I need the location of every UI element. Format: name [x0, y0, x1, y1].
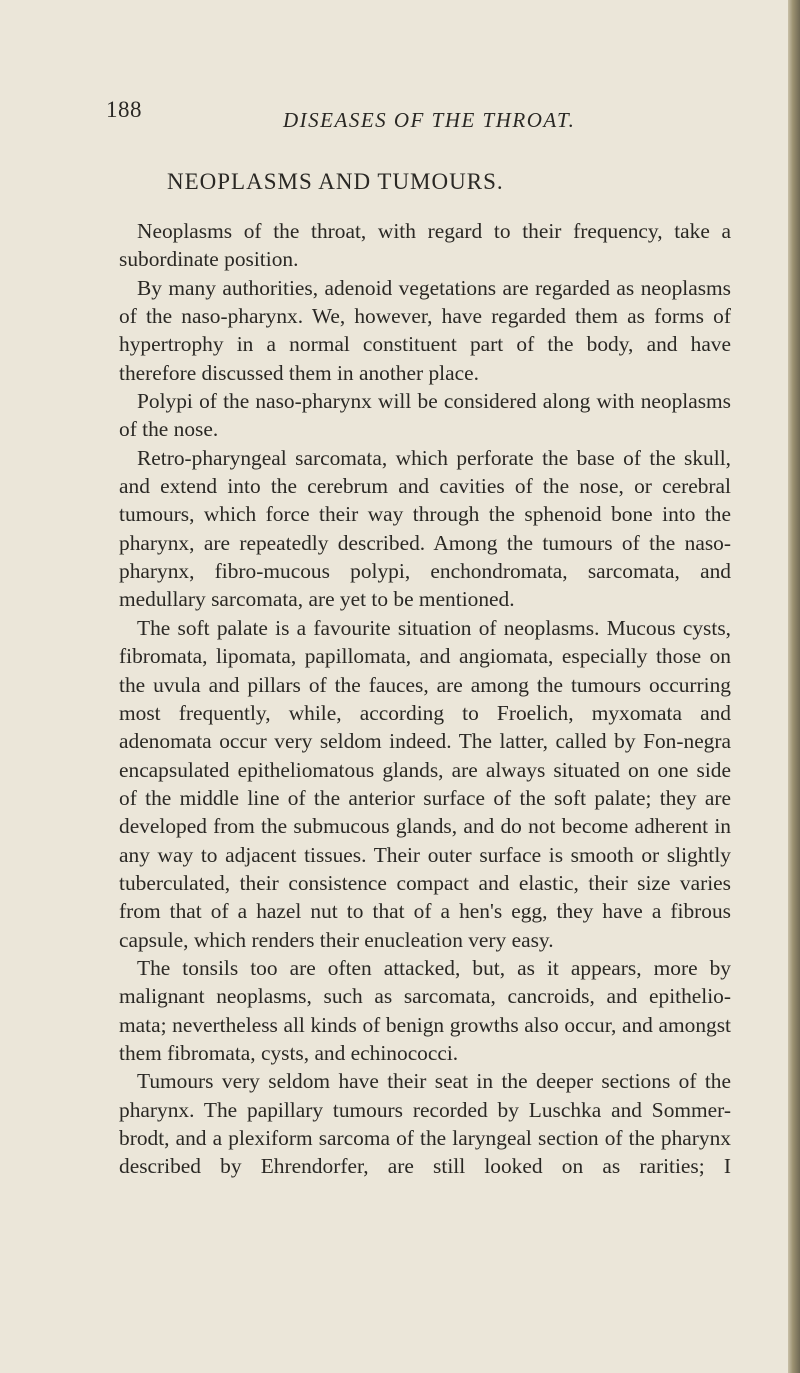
paragraph: By many authorities, adenoid vegetations are regarded as neoplasms of the naso-pharynx. We, however, have regarded them as forms of hypertrophy in a normal constituent part of the body, and have therefore discussed them in another place.: [119, 275, 731, 385]
paragraph: Polypi of the naso-pharynx will be considered along with neoplasms of the nose.: [119, 389, 731, 442]
paragraph: Tumours very seldom have their seat in the deeper sections of the pharynx. The papillary tumours recorded by Luschka and Sommer-brodt, and a plexiform sarcoma of the laryngeal section of the pharynx described by Ehrendorfer, are still looked on as rarities; I: [119, 1069, 731, 1179]
paragraph: Retro-pharyngeal sarcomata, which perforate the base of the skull, and extend into the cerebrum and cavities of the nose, or cerebral tumours, which force their way through the sphenoid bone into the pharynx, are repeatedly described. Among the tumours of the naso-pharynx, fibro-mucous polypi, enchondromata, sarcomata, and medullary sarcomata, are yet to be mentioned.: [119, 445, 731, 612]
paragraph: The soft palate is a favourite situation of neoplasms. Mucous cysts, fibromata, lipomata, papillomata, and angiomata, especially those on the uvula and pillars of the fauces, are among the tumours occurring most frequently, while, according to Froelich, myxomata and adenomata occur very seldom indeed. The latter, called by Fon-negra encapsulated epitheliomatous glands, are always situated on one side of the middle line of the anterior surface of the soft palate; they are developed from the submucous glands, and do not become adherent in any way to adjacent tissues. Their outer surface is smooth or slightly tuberculated, their consistence compact and elastic, their size varies from that of a hazel nut to that of a hen's egg, they have a fibrous capsule, which renders their enucleation very easy.: [119, 615, 731, 952]
page-number: 188: [106, 97, 142, 122]
page-edge-shadow: [788, 0, 800, 1373]
running-title: DISEASES OF THE THROAT.: [283, 108, 576, 132]
paragraph: The tonsils too are often attacked, but, as it appears, more by malignant neoplasms, such as sarcomata, cancroids, and epithelio-mata; nevertheless all kinds of benign growths also occur, and amongst them fibromata, cysts, and echinococci.: [119, 955, 731, 1065]
body-text: [119, 217, 731, 1181]
paragraph: Neoplasms of the throat, with regard to their frequency, take a subordinate position.: [119, 219, 731, 272]
section-title: NEOPLASMS AND TUMOURS.: [167, 169, 504, 194]
